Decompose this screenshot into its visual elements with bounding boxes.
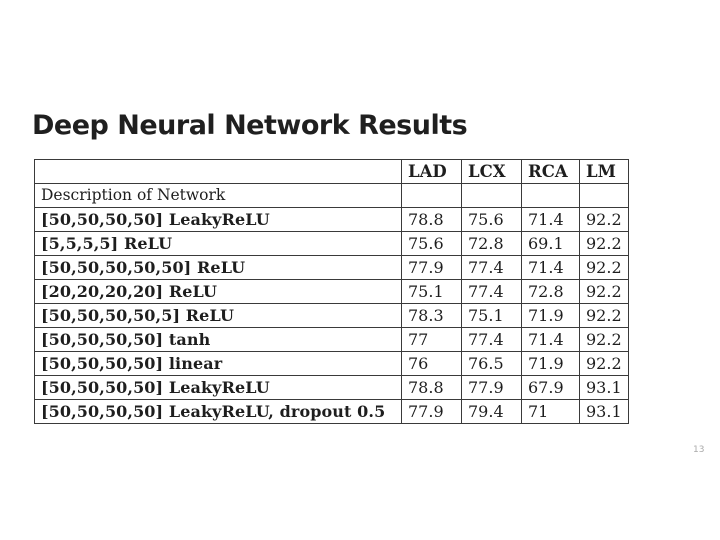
lcx-value-cell: 75.6 xyxy=(462,208,522,232)
table-row xyxy=(35,280,629,304)
table-row xyxy=(35,232,629,256)
rca-value-cell: 71.4 xyxy=(522,256,580,280)
lad-value-cell: 78.8 xyxy=(402,376,462,400)
lcx-value-cell: 77.9 xyxy=(462,376,522,400)
lcx-value-cell: 75.1 xyxy=(462,304,522,328)
table-header-row xyxy=(35,160,629,184)
empty-cell xyxy=(522,184,580,208)
empty-cell xyxy=(580,184,629,208)
rca-value-cell: 71.9 xyxy=(522,352,580,376)
network-description-cell: [50,50,50,50] LeakyReLU, dropout 0.5 xyxy=(35,400,402,424)
column-header-lm: LM xyxy=(580,160,629,184)
lad-value-cell: 78.3 xyxy=(402,304,462,328)
lad-value-cell: 77 xyxy=(402,328,462,352)
lcx-value-cell: 77.4 xyxy=(462,280,522,304)
slide-title: Deep Neural Network Results xyxy=(32,110,468,141)
table-row xyxy=(35,208,629,232)
column-header-lad: LAD xyxy=(402,160,462,184)
lad-value-cell: 77.9 xyxy=(402,256,462,280)
network-description-cell: [20,20,20,20] ReLU xyxy=(35,280,402,304)
rca-value-cell: 71 xyxy=(522,400,580,424)
lm-value-cell: 93.1 xyxy=(580,400,629,424)
results-table xyxy=(34,159,629,424)
network-description-cell: [50,50,50,50,5] ReLU xyxy=(35,304,402,328)
empty-cell xyxy=(462,184,522,208)
network-description-cell: [50,50,50,50] LeakyReLU xyxy=(35,208,402,232)
network-description-cell: [50,50,50,50,50] ReLU xyxy=(35,256,402,280)
table-row xyxy=(35,400,629,424)
description-header-row xyxy=(35,184,629,208)
rca-value-cell: 71.4 xyxy=(522,208,580,232)
column-header-lcx: LCX xyxy=(462,160,522,184)
table-row xyxy=(35,256,629,280)
rca-value-cell: 71.4 xyxy=(522,328,580,352)
lm-value-cell: 92.2 xyxy=(580,208,629,232)
lm-value-cell: 92.2 xyxy=(580,352,629,376)
empty-cell xyxy=(402,184,462,208)
lm-value-cell: 92.2 xyxy=(580,304,629,328)
page-number: 13 xyxy=(693,445,705,455)
description-header-cell: Description of Network xyxy=(35,184,402,208)
lcx-value-cell: 77.4 xyxy=(462,256,522,280)
lad-value-cell: 75.6 xyxy=(402,232,462,256)
lm-value-cell: 92.2 xyxy=(580,256,629,280)
column-header-blank xyxy=(35,160,402,184)
table-row xyxy=(35,376,629,400)
lm-value-cell: 92.2 xyxy=(580,280,629,304)
lad-value-cell: 77.9 xyxy=(402,400,462,424)
column-header-rca: RCA xyxy=(522,160,580,184)
network-description-cell: [50,50,50,50] LeakyReLU xyxy=(35,376,402,400)
rca-value-cell: 67.9 xyxy=(522,376,580,400)
rca-value-cell: 69.1 xyxy=(522,232,580,256)
lad-value-cell: 78.8 xyxy=(402,208,462,232)
rca-value-cell: 72.8 xyxy=(522,280,580,304)
lcx-value-cell: 79.4 xyxy=(462,400,522,424)
lm-value-cell: 93.1 xyxy=(580,376,629,400)
lcx-value-cell: 77.4 xyxy=(462,328,522,352)
network-description-cell: [50,50,50,50] linear xyxy=(35,352,402,376)
table-row xyxy=(35,352,629,376)
lm-value-cell: 92.2 xyxy=(580,232,629,256)
lad-value-cell: 76 xyxy=(402,352,462,376)
table-row xyxy=(35,304,629,328)
table-row xyxy=(35,328,629,352)
network-description-cell: [5,5,5,5] ReLU xyxy=(35,232,402,256)
rca-value-cell: 71.9 xyxy=(522,304,580,328)
lad-value-cell: 75.1 xyxy=(402,280,462,304)
network-description-cell: [50,50,50,50] tanh xyxy=(35,328,402,352)
lcx-value-cell: 72.8 xyxy=(462,232,522,256)
lcx-value-cell: 76.5 xyxy=(462,352,522,376)
lm-value-cell: 92.2 xyxy=(580,328,629,352)
